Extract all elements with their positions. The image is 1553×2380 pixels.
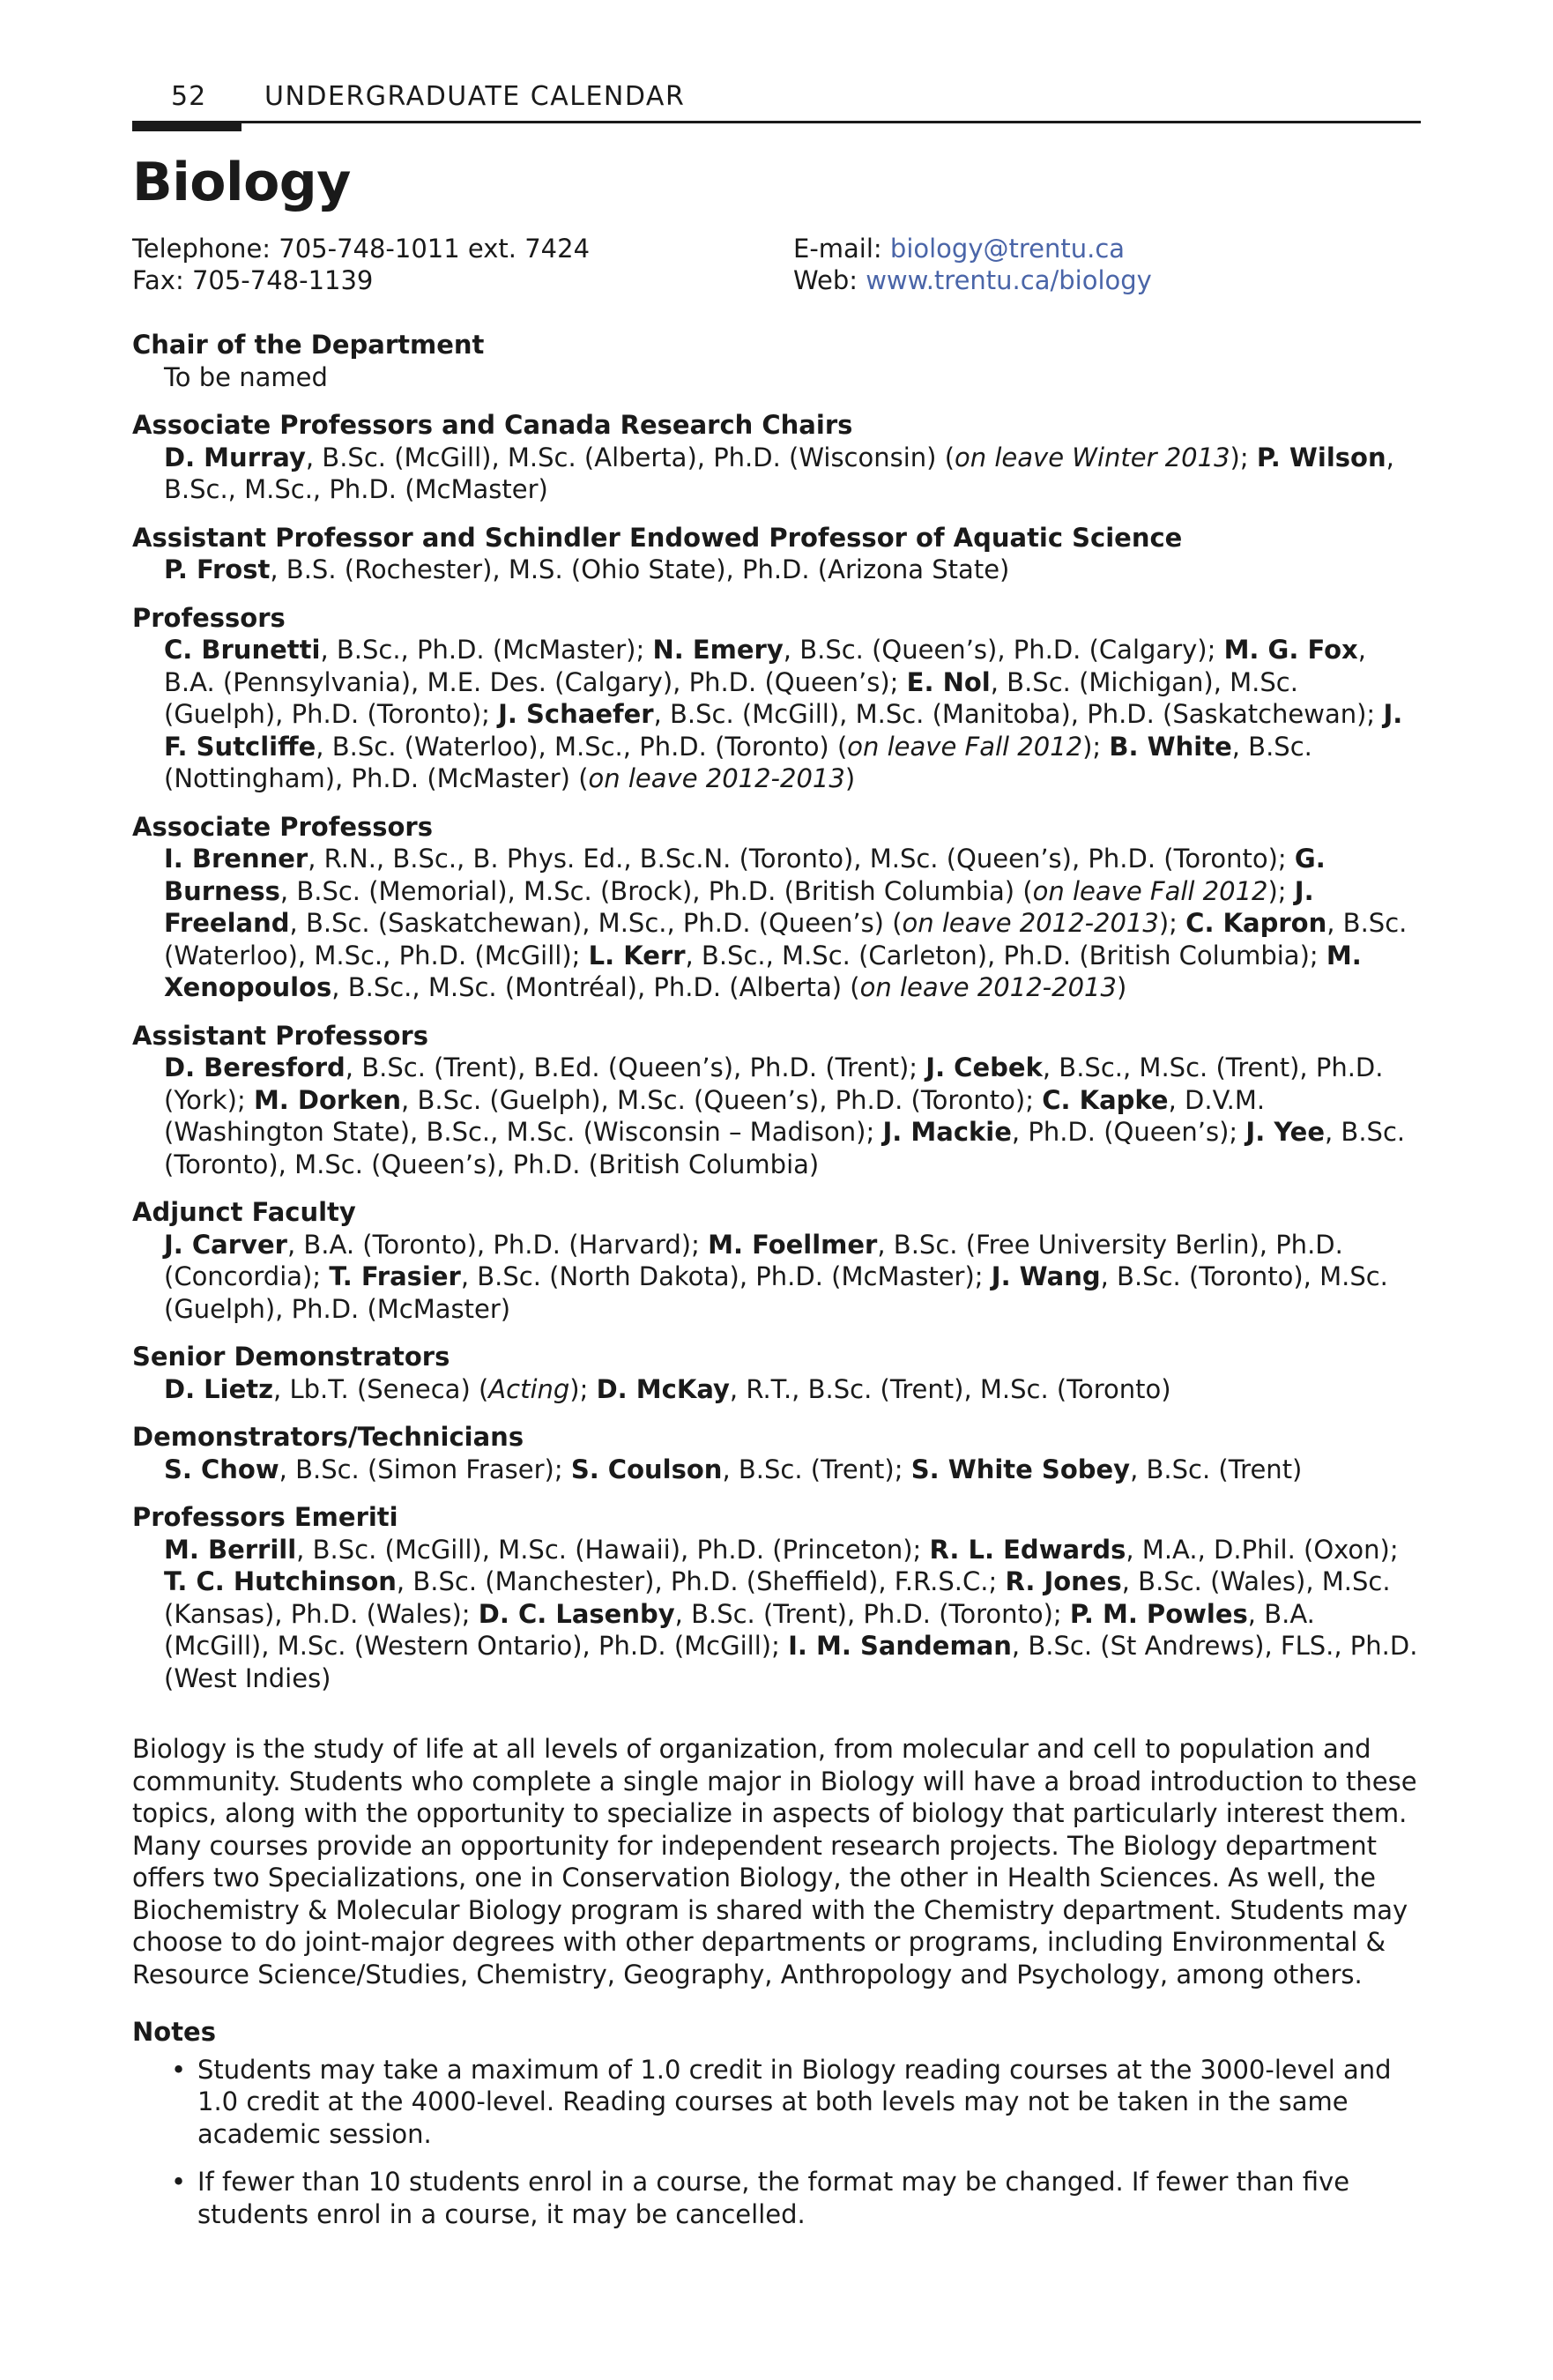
contact-online-block	[793, 233, 1152, 296]
section-heading: Adjunct Faculty	[132, 1197, 356, 1227]
note-item	[132, 2054, 1421, 2151]
section-heading: Assistant Professor and Schindler Endowed Professor of Aquatic Science	[132, 522, 1183, 553]
section-heading: Associate Professors and Canada Research Chairs	[132, 410, 853, 440]
section-members: C. Brunetti, B.Sc., Ph.D. (McMaster); N. Emery, B.Sc. (Queen’s), Ph.D. (Calgary); M. G. Fox, B.A. (Pennsylvania), M.E. Des. (Calgary), Ph.D. (Queen’s); E. Nol, B.Sc. (Michigan), M.Sc. (Guelph), Ph.D. (Toronto); J. Schaefer, B.Sc. (McGill), M.Sc. (Manitoba), Ph.D. (Saskatchewan); J. F. Sutcliffe, B.Sc. (Waterloo), M.Sc., Ph.D. (Toronto) (on leave Fall 2012); B. White, B.Sc. (Nottingham), Ph.D. (McMaster) (on leave 2012-2013)	[164, 635, 1403, 793]
telephone: Telephone: 705-748-1011 ext. 7424	[132, 234, 591, 264]
section-heading: Demonstrators/Technicians	[132, 1422, 524, 1452]
note-text: Students may take a maximum of 1.0 credit in Biology reading courses at the 3000-level and 1.0 credit at the 4000-level. Reading courses at both levels may not be taken in the same academic session.	[197, 2054, 1392, 2149]
faculty-section	[132, 1020, 1421, 1181]
web-line	[793, 264, 1152, 296]
faculty-section	[132, 1341, 1421, 1405]
page-header	[132, 81, 1421, 134]
email-label: E-mail:	[793, 234, 890, 264]
section-heading: Professors Emeriti	[132, 1502, 398, 1532]
section-heading: Assistant Professors	[132, 1020, 428, 1051]
note-text: If fewer than 10 students enrol in a course, the format may be changed. If fewer than five students enrol in a course, it may be cancelled.	[197, 2167, 1350, 2229]
intro-paragraph: Biology is the study of life at all levels of organization, from molecular and cell to population and community. Students who complete a single major in Biology will have a broad introduction to these topics, along with the opportunity to specialize in aspects of biology that particularly interest them. Many courses provide an opportunity for independent research projects. The Biology department offers two Specializations, one in Conservation Biology, the other in Health Sciences. As well, the Biochemistry & Molecular Biology program is shared with the Chemistry department. Students may choose to do joint-major degrees with other departments or programs, including Environmental & Resource Science/Studies, Chemistry, Geography, Anthropology and Psychology, among others.	[132, 1734, 1417, 1990]
section-heading: Professors	[132, 602, 286, 633]
fax: Fax: 705-748-1139	[132, 265, 374, 295]
running-title: UNDERGRADUATE CALENDAR	[264, 81, 686, 112]
section-heading: Senior Demonstrators	[132, 1342, 450, 1372]
notes-heading: Notes	[132, 2017, 216, 2047]
section-members: D. Lietz, Lb.T. (Seneca) (Acting); D. McKay, R.T., B.Sc. (Trent), M.Sc. (Toronto)	[164, 1373, 1171, 1404]
faculty-section	[132, 1421, 1421, 1485]
web-link[interactable]: www.trentu.ca/biology	[866, 265, 1152, 295]
web-label: Web:	[793, 265, 866, 295]
section-members: P. Frost, B.S. (Rochester), M.S. (Ohio State), Ph.D. (Arizona State)	[164, 554, 1010, 584]
faculty-section	[132, 409, 1421, 506]
section-members: I. Brenner, R.N., B.Sc., B. Phys. Ed., B.Sc.N. (Toronto), M.Sc. (Queen’s), Ph.D. (Toronto); G. Burness, B.Sc. (Memorial), M.Sc. (Brock), Ph.D. (British Columbia) (on leave Fall 2012); J. Freeland, B.Sc. (Saskatchewan), M.Sc., Ph.D. (Queen’s) (on leave 2012-2013); C. Kapron, B.Sc. (Waterloo), M.Sc., Ph.D. (McGill); L. Kerr, B.Sc., M.Sc. (Carleton), Ph.D. (British Columbia); M. Xenopoulos, B.Sc., M.Sc. (Montréal), Ph.D. (Alberta) (on leave 2012-2013)	[164, 844, 1408, 1002]
faculty-section	[132, 1501, 1421, 1694]
contact-phone-block	[132, 233, 590, 296]
section-heading: Chair of the Department	[132, 330, 485, 360]
section-members: M. Berrill, B.Sc. (McGill), M.Sc. (Hawaii), Ph.D. (Princeton); R. L. Edwards, M.A., D.Phil. (Oxon); T. C. Hutchinson, B.Sc. (Manchester), Ph.D. (Sheffield), F.R.S.C.; R. Jones, B.Sc. (Wales), M.Sc. (Kansas), Ph.D. (Wales); D. C. Lasenby, B.Sc. (Trent), Ph.D. (Toronto); P. M. Powles, B.A. (McGill), M.Sc. (Western Ontario), Ph.D. (McGill); I. M. Sandeman, B.Sc. (St Andrews), FLS., Ph.D. (West Indies)	[164, 1534, 1418, 1693]
email-link[interactable]: biology@trentu.ca	[889, 234, 1126, 264]
header-rule	[132, 121, 1421, 123]
section-members: D. Murray, B.Sc. (McGill), M.Sc. (Alberta), Ph.D. (Wisconsin) (on leave Winter 2013); P. Wilson, B.Sc., M.Sc., Ph.D. (McMaster)	[164, 442, 1394, 504]
faculty-section	[132, 811, 1421, 1004]
section-members: D. Beresford, B.Sc. (Trent), B.Ed. (Queen’s), Ph.D. (Trent); J. Cebek, B.Sc., M.Sc. (Trent), Ph.D. (York); M. Dorken, B.Sc. (Guelph), M.Sc. (Queen’s), Ph.D. (Toronto); C. Kapke, D.V.M. (Washington State), B.Sc., M.Sc. (Wisconsin – Madison); J. Mackie, Ph.D. (Queen’s); J. Yee, B.Sc. (Toronto), M.Sc. (Queen’s), Ph.D. (British Columbia)	[164, 1052, 1406, 1179]
bullet-icon: •	[171, 2054, 187, 2085]
section-members: S. Chow, B.Sc. (Simon Fraser); S. Coulson, B.Sc. (Trent); S. White Sobey, B.Sc. (Trent)	[164, 1454, 1303, 1484]
faculty-section	[132, 522, 1421, 586]
page-title: Biology	[132, 152, 351, 213]
faculty-sections	[132, 329, 1421, 1694]
section-members: To be named	[164, 361, 328, 392]
notes-list	[132, 2054, 1421, 2231]
bullet-icon: •	[171, 2167, 187, 2197]
section-members: J. Carver, B.A. (Toronto), Ph.D. (Harvard); M. Foellmer, B.Sc. (Free University Berlin), Ph.D. (Concordia); T. Frasier, B.Sc. (North Dakota), Ph.D. (McMaster); J. Wang, B.Sc. (Toronto), M.Sc. (Guelph), Ph.D. (McMaster)	[164, 1229, 1388, 1324]
email-line	[793, 233, 1152, 264]
page-body	[132, 329, 1421, 2246]
page-number: 52	[171, 81, 207, 112]
note-item	[132, 2166, 1421, 2230]
faculty-section	[132, 1196, 1421, 1325]
faculty-section	[132, 329, 1421, 393]
faculty-section	[132, 602, 1421, 795]
section-heading: Associate Professors	[132, 811, 433, 842]
header-rule-accent	[132, 121, 241, 131]
